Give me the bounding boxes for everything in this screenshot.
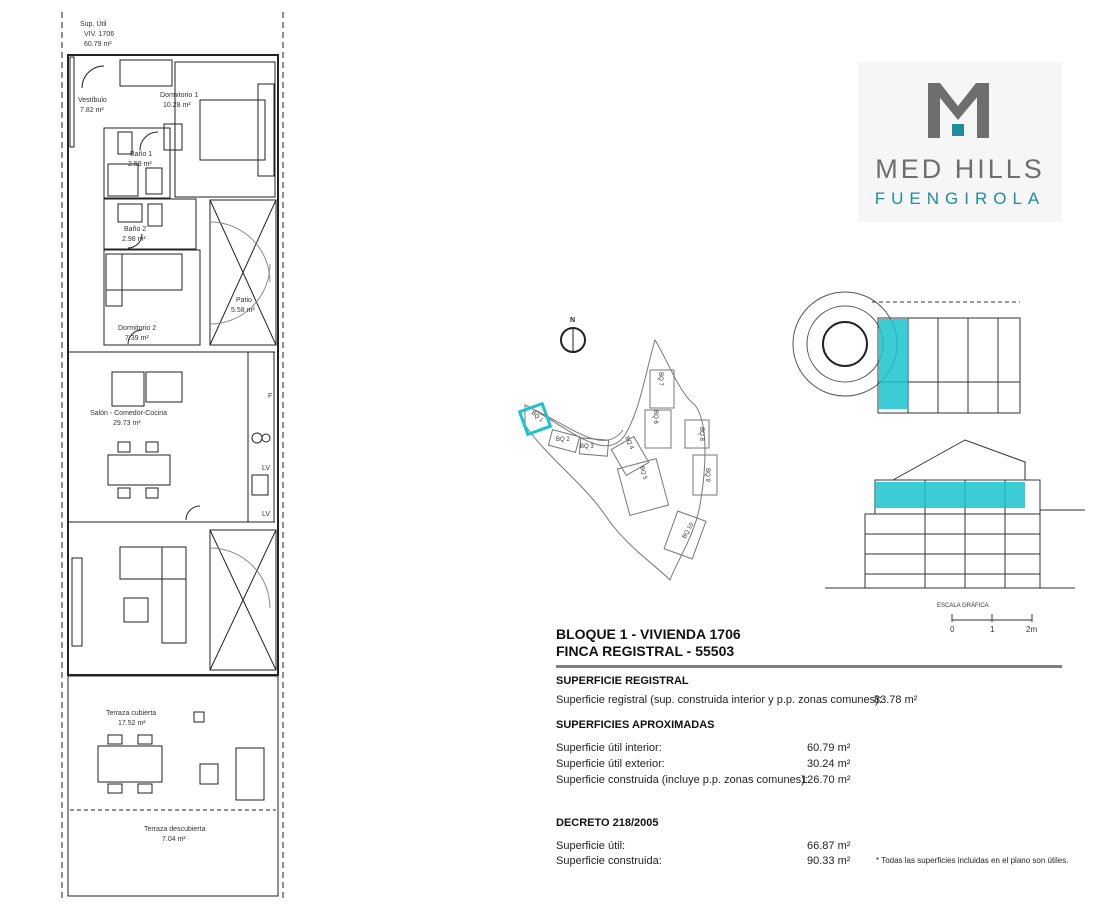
room-name-terraza-cubierta: Terraza cubierta [106,710,157,717]
title-bloque: BLOQUE 1 - VIVIENDA 1706 [556,626,741,642]
title-finca: FINCA REGISTRAL - 55503 [556,643,735,659]
north-label: N [570,317,576,324]
scale-title: ESCALA GRÁFICA [937,603,989,609]
heading-aproximadas: SUPERFICIES APROXIMADAS [556,719,715,731]
room-area-salon: 29.73 m² [113,420,141,427]
decreto-value-util: 66.87 m² [807,840,851,852]
room-area-vestibulo: 7.82 m² [80,107,104,114]
logo-word-med-hills: MED HILLS [875,154,1045,184]
block-label-4: BQ 4 [623,435,635,451]
footnote: * Todas las superficies incluidas en el plano son útiles. [876,856,1069,865]
registral-label: Superficie registral (sup. construida interior y p.p. zonas comunes): [556,694,882,706]
room-area-dormitorio-2: 7.39 m² [125,335,149,342]
decreto-label-construida: Superficie construida: [556,855,662,867]
room-name-patio: Patio [236,297,252,304]
room-name-bano-2: Baño 2 [124,226,147,233]
room-name-dormitorio-1: Dormitorio 1 [160,92,199,99]
block-label-3: BQ 3 [580,444,594,450]
scale-bar [948,612,1038,624]
room-area-bano-2: 2.98 m² [122,236,146,243]
kitchen-label-lv-2: LV [262,511,271,518]
floor-plan [0,0,300,907]
aprox-value-exterior: 30.24 m² [807,758,851,770]
aprox-label-exterior: Superficie útil exterior: [556,758,665,770]
plan-sup-value: 60.79 m² [84,41,112,48]
block-label-8: BQ 8 [697,427,704,441]
logo-mark-icon [858,62,1062,152]
aprox-value-construida: 126.70 m² [801,774,851,786]
block-label-10: BQ 10 [681,522,696,540]
block-label-5: BQ 5 [638,465,648,481]
registral-value: 83.78 m² [874,694,918,706]
section-elevation [825,432,1095,592]
plan-sup-label: Sup. Útil [80,21,107,28]
kitchen-label-lv-1: LV [262,465,271,472]
decreto-label-util: Superficie útil: [556,840,626,852]
room-name-bano-1: Baño 1 [130,151,153,158]
scale-tick-0: 0 [950,625,955,634]
plan-viv-label: VIV. 1706 [84,31,115,38]
heading-decreto: DECRETO 218/2005 [556,817,659,829]
kitchen-label-f: F [268,393,273,400]
room-name-salon: Salón - Comedor-Cocina [90,410,168,417]
aprox-value-interior: 60.79 m² [807,742,851,754]
block-label-6: BQ 6 [651,410,658,424]
block-label-2: BQ 2 [556,437,570,443]
room-name-vestibulo: Vestíbulo [78,97,107,104]
room-area-patio: 5.58 m² [231,307,255,314]
section-highlight [875,482,1025,508]
room-name-terraza-descubierta: Terraza descubierta [144,826,206,833]
med-hills-logo [858,62,1062,222]
title-divider [556,665,1062,668]
site-plan [505,315,735,585]
block-label-9: BQ 9 [703,468,710,482]
scale-tick-2: 2m [1026,625,1038,634]
aprox-label-interior: Superficie útil interior: [556,742,662,754]
room-area-bano-1: 2.59 m² [128,161,152,168]
aprox-label-construida: Superficie construida (incluye p.p. zonas comunes): [556,774,808,786]
decreto-value-construida: 90.33 m² [807,855,851,867]
block-label-7: BQ 7 [656,372,663,386]
heading-registral: SUPERFICIE REGISTRAL [556,675,689,687]
block-label-1: BQ 1 [529,410,545,424]
floor-plan-drawing [0,0,300,907]
key-plan-floor [790,282,1030,422]
scale-tick-1: 1 [990,625,995,634]
room-name-dormitorio-2: Dormitorio 2 [118,325,157,332]
room-area-terraza-descubierta: 7.04 m² [162,836,186,843]
room-area-dormitorio-1: 10.28 m² [163,102,191,109]
north-arrow-icon [561,328,585,352]
key-plan-highlight [879,319,908,409]
logo-word-fuengirola: FUENGIROLA [874,189,1046,208]
room-area-terraza-cubierta: 17.52 m² [118,720,146,727]
